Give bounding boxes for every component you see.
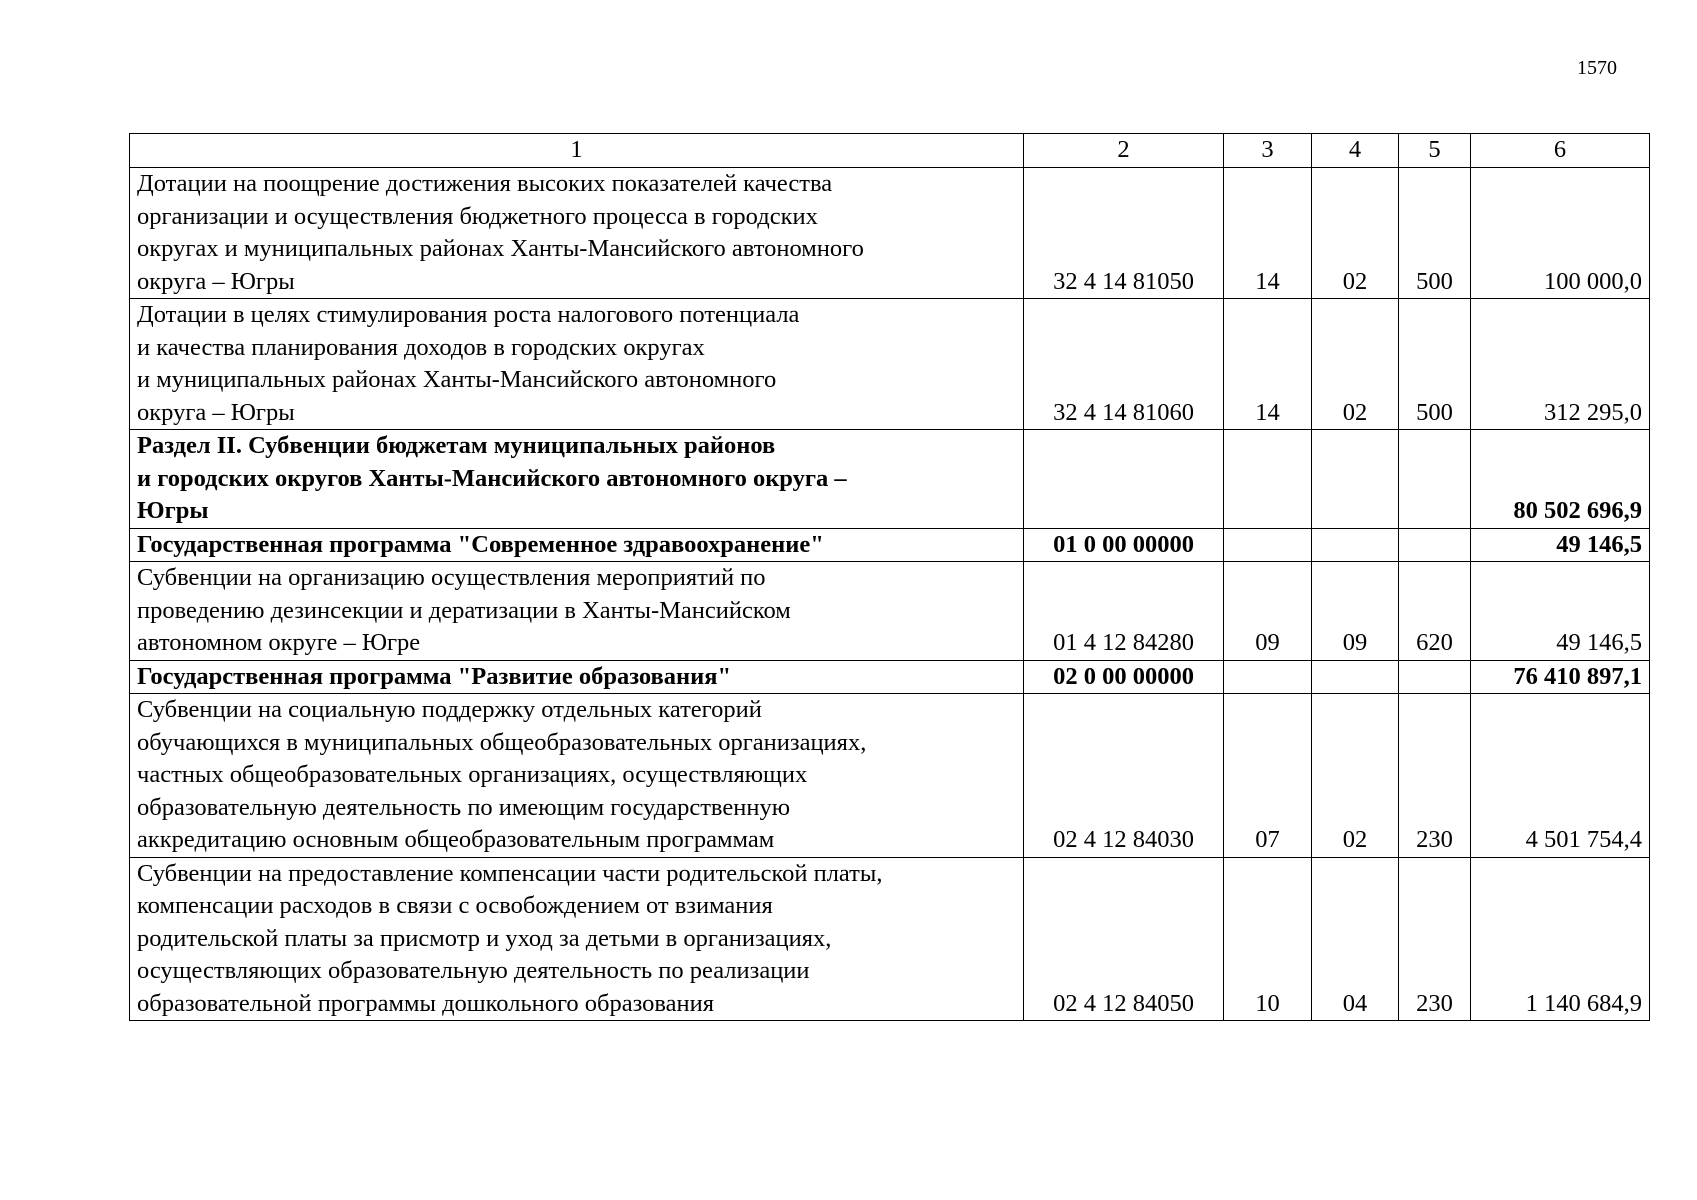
column-header: 6 xyxy=(1471,134,1650,168)
description-line: осуществляющих образовательную деятельность по реализации xyxy=(137,957,810,984)
section-code: 07 xyxy=(1224,694,1312,858)
expense-type-code: 500 xyxy=(1399,299,1471,430)
amount-value: 76 410 897,1 xyxy=(1471,660,1650,694)
section-code: 10 xyxy=(1224,857,1312,1021)
subsection-code: 02 xyxy=(1312,299,1399,430)
description-line: Субвенции на организацию осуществления мероприятий по xyxy=(137,564,766,591)
amount-value: 49 146,5 xyxy=(1471,562,1650,661)
description-line: округа – Югры xyxy=(137,267,295,295)
amount-value: 80 502 696,9 xyxy=(1471,430,1650,529)
amount-value: 4 501 754,4 xyxy=(1471,694,1650,858)
expense-type-code: 620 xyxy=(1399,562,1471,661)
budget-table xyxy=(129,133,1650,1021)
section-code xyxy=(1224,528,1312,562)
description-line: компенсации расходов в связи с освобождением от взимания xyxy=(137,892,773,919)
section-code: 09 xyxy=(1224,562,1312,661)
table-row xyxy=(130,694,1650,858)
row-description xyxy=(130,528,1024,562)
description-line: аккредитацию основным общеобразовательным программам xyxy=(137,826,775,853)
row-description xyxy=(130,430,1024,529)
row-description xyxy=(130,857,1024,1021)
table-header-row xyxy=(130,134,1650,168)
expense-type-code xyxy=(1399,528,1471,562)
target-article-code xyxy=(1024,430,1224,529)
description-line: Государственная программа "Современное здравоохранение" xyxy=(137,530,824,558)
target-article-code: 32 4 14 81050 xyxy=(1024,168,1224,299)
description-line: Югры xyxy=(137,497,209,524)
target-article-code: 02 0 00 00000 xyxy=(1024,660,1224,694)
section-code: 14 xyxy=(1224,299,1312,430)
budget-table-body xyxy=(130,134,1650,1021)
description-line: Раздел II. Субвенции бюджетам муниципальных районов xyxy=(137,432,776,459)
row-description xyxy=(130,562,1024,661)
column-header: 1 xyxy=(130,134,1024,168)
description-line: образовательной программы дошкольного образования xyxy=(137,989,715,1017)
column-header: 2 xyxy=(1024,134,1224,168)
table-row xyxy=(130,168,1650,299)
row-description xyxy=(130,694,1024,858)
description-line: автономном округе – Югре xyxy=(137,629,421,656)
section-code: 14 xyxy=(1224,168,1312,299)
table-row xyxy=(130,430,1650,529)
amount-value: 100 000,0 xyxy=(1471,168,1650,299)
column-header: 4 xyxy=(1312,134,1399,168)
description-line: Государственная программа "Развитие образования" xyxy=(137,662,732,690)
subsection-code xyxy=(1312,430,1399,529)
row-description xyxy=(130,299,1024,430)
target-article-code: 32 4 14 81060 xyxy=(1024,299,1224,430)
table-row xyxy=(130,562,1650,661)
page-number: 1570 xyxy=(1577,57,1617,79)
column-header: 3 xyxy=(1224,134,1312,168)
description-line: и качества планирования доходов в городских округах xyxy=(137,333,705,361)
subsection-code: 02 xyxy=(1312,694,1399,858)
expense-type-code: 230 xyxy=(1399,694,1471,858)
table-row xyxy=(130,528,1650,562)
amount-value: 49 146,5 xyxy=(1471,528,1650,562)
target-article-code: 01 4 12 84280 xyxy=(1024,562,1224,661)
expense-type-code: 230 xyxy=(1399,857,1471,1021)
amount-value: 312 295,0 xyxy=(1471,299,1650,430)
expense-type-code: 500 xyxy=(1399,168,1471,299)
target-article-code: 02 4 12 84030 xyxy=(1024,694,1224,858)
description-line: Дотации на поощрение достижения высоких показателей качества xyxy=(137,170,833,197)
description-line: Субвенции на социальную поддержку отдельных категорий xyxy=(137,696,762,723)
row-description xyxy=(130,660,1024,694)
subsection-code: 09 xyxy=(1312,562,1399,661)
section-code xyxy=(1224,430,1312,529)
description-line: Дотации в целях стимулирования роста налогового потенциала xyxy=(137,301,800,328)
subsection-code: 04 xyxy=(1312,857,1399,1021)
section-code xyxy=(1224,660,1312,694)
expense-type-code xyxy=(1399,430,1471,529)
amount-value: 1 140 684,9 xyxy=(1471,857,1650,1021)
description-line: округа – Югры xyxy=(137,398,295,426)
subsection-code xyxy=(1312,528,1399,562)
description-line: и городских округов Ханты-Мансийского автономного округа – xyxy=(137,464,847,492)
subsection-code xyxy=(1312,660,1399,694)
description-line: образовательную деятельность по имеющим государственную xyxy=(137,793,791,821)
table-row xyxy=(130,660,1650,694)
target-article-code: 02 4 12 84050 xyxy=(1024,857,1224,1021)
description-line: организации и осуществления бюджетного процесса в городских xyxy=(137,202,818,230)
description-line: обучающихся в муниципальных общеобразовательных организациях, xyxy=(137,728,867,756)
description-line: Субвенции на предоставление компенсации части родительской платы, xyxy=(137,859,883,887)
row-description xyxy=(130,168,1024,299)
expense-type-code xyxy=(1399,660,1471,694)
table-row xyxy=(130,299,1650,430)
description-line: округах и муниципальных районах Ханты-Мансийского автономного xyxy=(137,235,864,262)
target-article-code: 01 0 00 00000 xyxy=(1024,528,1224,562)
column-header: 5 xyxy=(1399,134,1471,168)
description-line: и муниципальных районах Ханты-Мансийского автономного xyxy=(137,366,777,393)
description-line: родительской платы за присмотр и уход за детьми в организациях, xyxy=(137,924,832,952)
subsection-code: 02 xyxy=(1312,168,1399,299)
table-row xyxy=(130,857,1650,1021)
description-line: частных общеобразовательных организациях, осуществляющих xyxy=(137,761,808,788)
description-line: проведению дезинсекции и дератизации в Ханты-Мансийском xyxy=(137,596,791,624)
